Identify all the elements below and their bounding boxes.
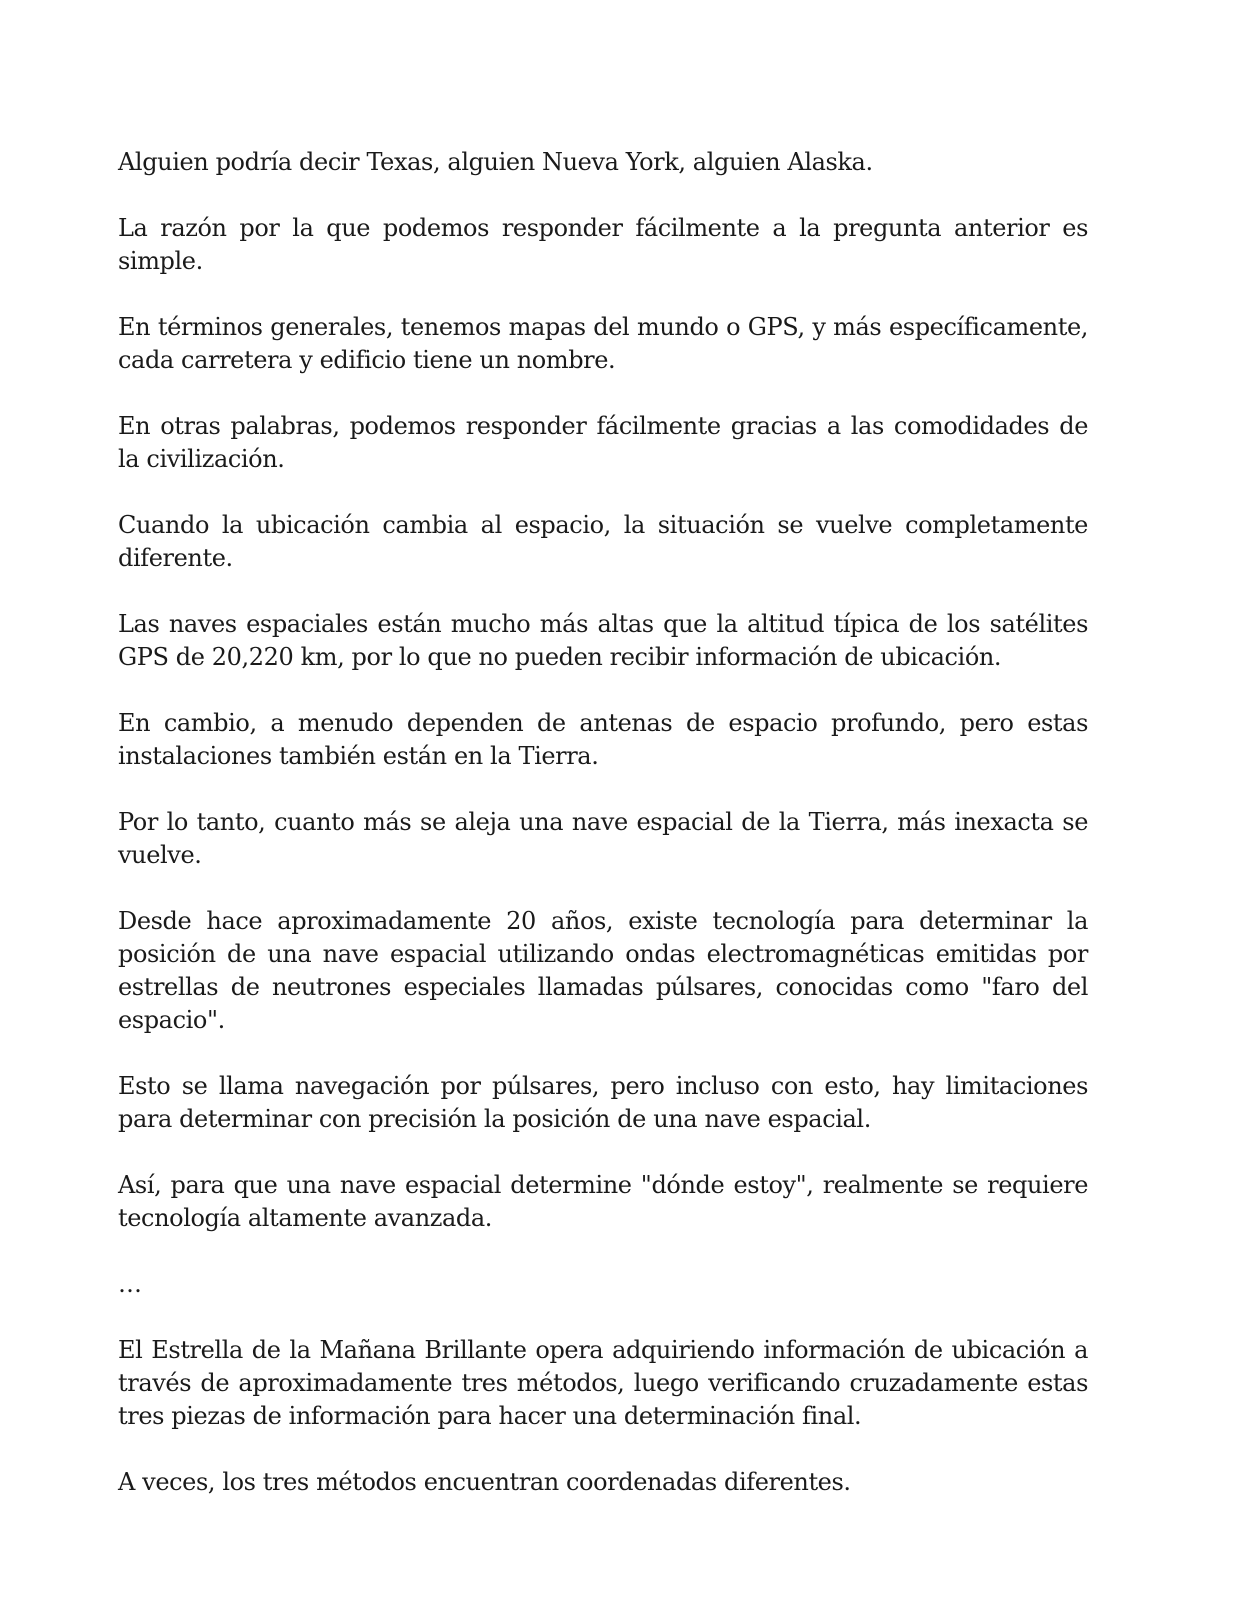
paragraph-8: Por lo tanto, cuanto más se aleja una nave espacial de la Tierra, más inexacta se vuelve. [118, 808, 1088, 869]
paragraph-3: En términos generales, tenemos mapas del mundo o GPS, y más específicamente, cada carretera y edificio tiene un nombre. [118, 313, 1088, 374]
paragraph-2: La razón por la que podemos responder fácilmente a la pregunta anterior es simple. [118, 214, 1088, 275]
paragraph-9: Desde hace aproximadamente 20 años, existe tecnología para determinar la posición de una nave espacial utilizando ondas electromagnéticas emitidas por estrellas de neutrones especiales llamadas púlsares, conocidas como "faro del espacio". [118, 907, 1088, 1034]
paragraph-7: En cambio, a menudo dependen de antenas de espacio profundo, pero estas instalaciones también están en la Tierra. [118, 709, 1088, 770]
paragraph-1: Alguien podría decir Texas, alguien Nueva York, alguien Alaska. [118, 148, 873, 176]
paragraph-4: En otras palabras, podemos responder fácilmente gracias a las comodidades de la civilización. [118, 412, 1088, 473]
paragraph-6: Las naves espaciales están mucho más altas que la altitud típica de los satélites GPS de 20,220 km, por lo que no pueden recibir información de ubicación. [118, 610, 1088, 671]
paragraph-5: Cuando la ubicación cambia al espacio, la situación se vuelve completamente diferente. [118, 511, 1088, 572]
paragraph-13: A veces, los tres métodos encuentran coordenadas diferentes. [118, 1468, 851, 1496]
section-break-ellipsis: … [118, 1270, 142, 1298]
document-body [118, 146, 1088, 1532]
paragraph-11: Así, para que una nave espacial determine "dónde estoy", realmente se requiere tecnología altamente avanzada. [118, 1171, 1088, 1232]
paragraph-12: El Estrella de la Mañana Brillante opera adquiriendo información de ubicación a través de aproximadamente tres métodos, luego verificando cruzadamente estas tres piezas de información para hacer una determinación final. [118, 1336, 1088, 1430]
paragraph-10: Esto se llama navegación por púlsares, pero incluso con esto, hay limitaciones para determinar con precisión la posición de una nave espacial. [118, 1072, 1088, 1133]
